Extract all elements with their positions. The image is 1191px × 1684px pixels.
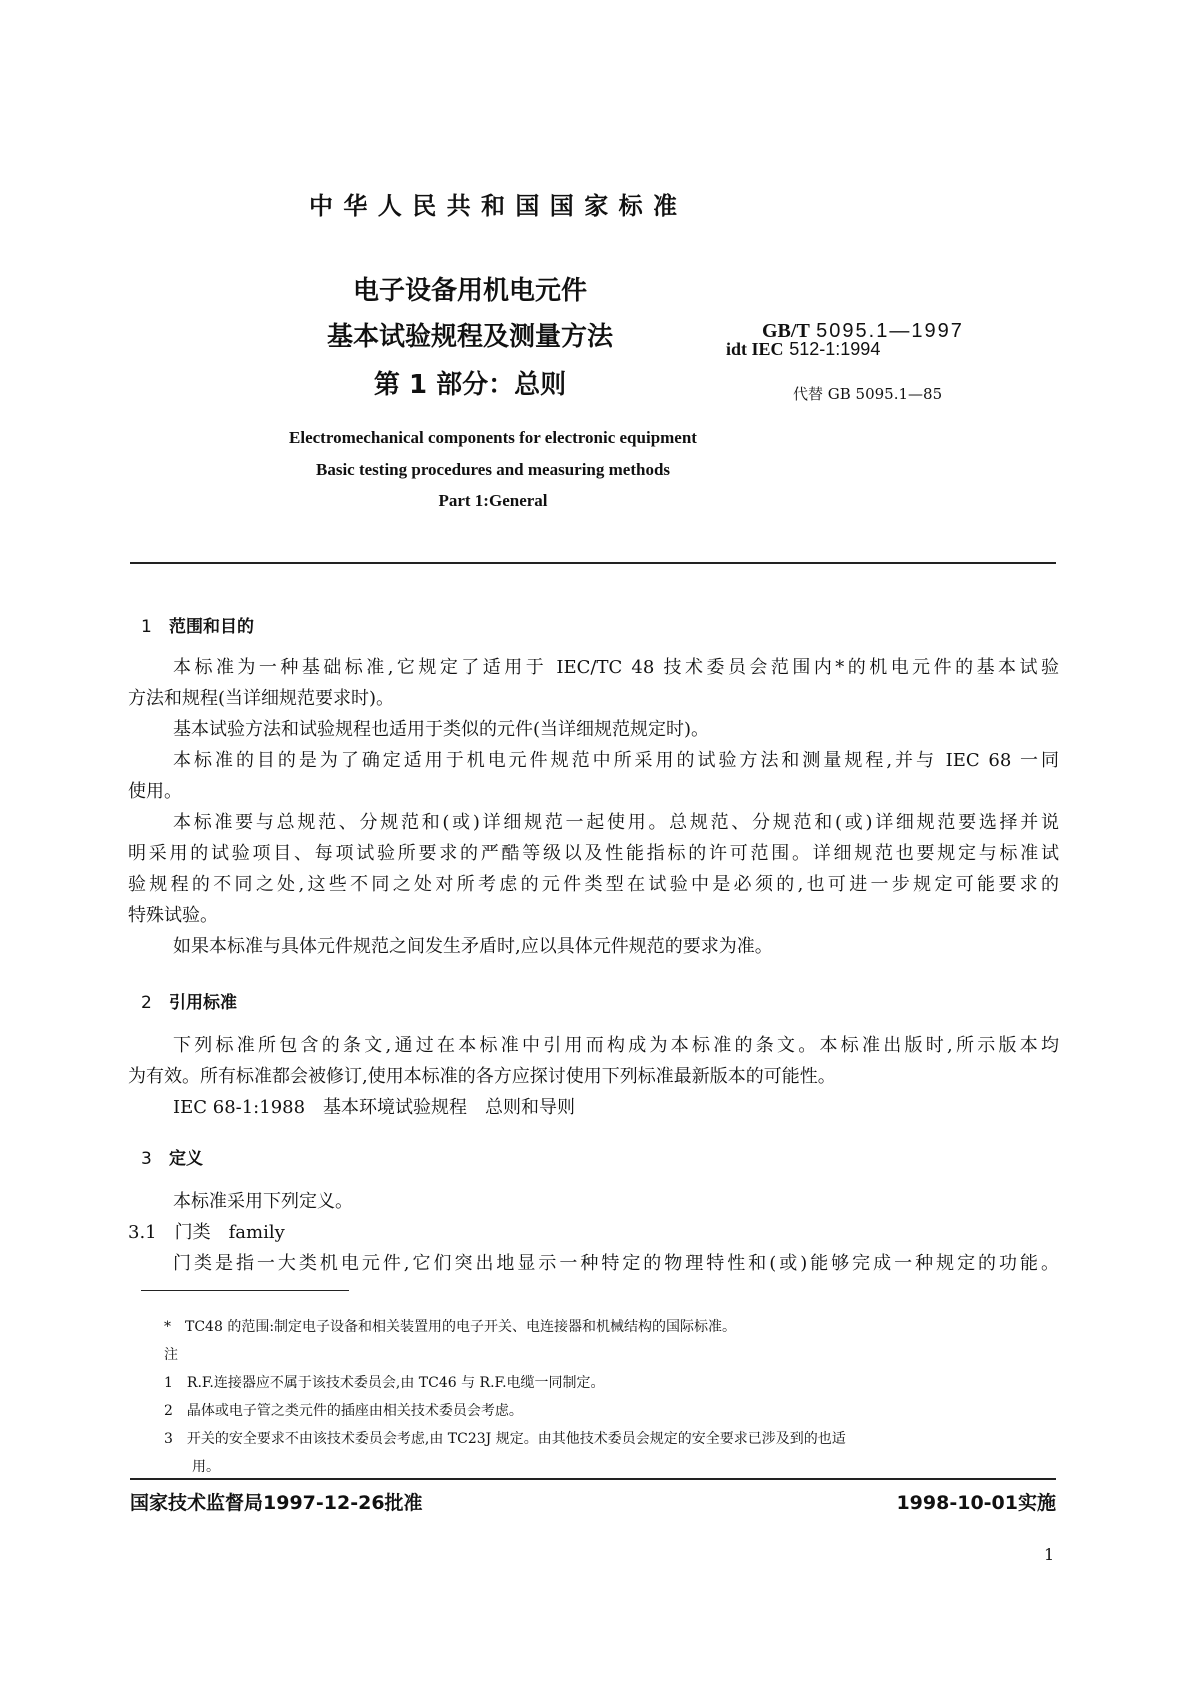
english-title-3: Part 1:General <box>438 491 548 510</box>
nation-standard-heading: 中华人民共和国国家标准 <box>309 192 677 220</box>
section-3-heading <box>141 1144 203 1169</box>
text-line: 本标准要与总规范、分规范和(或)详细规范一起使用。总规范、分规范和(或)详细规范要选择并说 <box>173 812 1059 833</box>
footnote-line: 3 开关的安全要求不由该技术委员会考虑,由 TC23J 规定。由其他技术委员会规定的安全要求已涉及到的也适 <box>164 1431 846 1447</box>
footnote-rule <box>141 1290 349 1291</box>
idt-prefix: idt IEC <box>726 339 784 359</box>
text-line: 本标准采用下列定义。 <box>173 1191 353 1212</box>
footnotes <box>164 1313 1059 1481</box>
footnote-line: * TC48 的范围:制定电子设备和相关装置用的电子开关、电连接器和机械结构的国际标准。 <box>164 1319 737 1335</box>
footnote-line: 注 <box>164 1347 178 1363</box>
section-1-heading <box>141 612 254 637</box>
section-2-body <box>128 1030 1059 1123</box>
text-line: 3.1 门类 family <box>128 1222 285 1243</box>
text-line: 方法和规程(当详细规范要求时)。 <box>128 688 395 709</box>
text-line: 为有效。所有标准都会被修订,使用本标准的各方应探讨使用下列标准最新版本的可能性。 <box>128 1066 836 1087</box>
text-line: 基本试验方法和试验规程也适用于类似的元件(当详细规范规定时)。 <box>173 719 710 740</box>
text-line: IEC 68-1:1988 基本环境试验规程 总则和导则 <box>173 1097 576 1118</box>
section-title: 范围和目的 <box>169 617 254 637</box>
idt-number: 512-1:1994 <box>789 339 881 359</box>
section-1-body <box>128 652 1059 962</box>
text-line: 如果本标准与具体元件规范之间发生矛盾时,应以具体元件规范的要求为准。 <box>173 936 773 957</box>
section-3-body <box>128 1186 1059 1279</box>
title-line-3: 第 1 部分：总则 <box>373 370 567 400</box>
section-title: 定义 <box>169 1149 203 1169</box>
text-line: 特殊试验。 <box>128 905 218 926</box>
std-prefix: GB/T <box>762 320 810 342</box>
approval-date: 国家技术监督局1997-12-26批准 <box>130 1492 423 1514</box>
section-title: 引用标准 <box>169 993 237 1013</box>
text-line: 明采用的试验项目、每项试验所要求的严酷等级以及性能指标的许可范围。详细规范也要规定与标准试 <box>128 843 1059 864</box>
page-number: 1 <box>1044 1545 1055 1564</box>
std-number: 5095.1—1997 <box>816 320 964 342</box>
text-line: 验规程的不同之处,这些不同之处对所考虑的元件类型在试验中是必须的,也可进一步规定可能要求的 <box>128 874 1059 895</box>
footnote-line: 1 R.F.连接器应不属于该技术委员会,由 TC46 与 R.F.电缆一同制定。 <box>164 1375 605 1391</box>
header-rule <box>130 562 1056 564</box>
text-line: 门类是指一大类机电元件,它们突出地显示一种特定的物理特性和(或)能够完成一种规定的功能。 <box>173 1253 1059 1274</box>
english-title-2: Basic testing procedures and measuring methods <box>315 460 671 479</box>
title-line-2: 基本试验规程及测量方法 <box>326 322 613 352</box>
text-line: 使用。 <box>128 781 182 802</box>
footnote-line: 2 晶体或电子管之类元件的插座由相关技术委员会考虑。 <box>164 1403 523 1419</box>
replaces-standard: 代替 GB 5095.1—85 <box>793 385 943 403</box>
effective-date: 1998-10-01实施 <box>896 1492 1056 1514</box>
section-number: 1 <box>141 617 152 637</box>
footer-rule <box>130 1478 1056 1480</box>
section-number: 2 <box>141 993 152 1013</box>
text-line: 本标准的目的是为了确定适用于机电元件规范中所采用的试验方法和测量规程,并与 IEC 68 一同 <box>173 750 1059 771</box>
text-line: 下列标准所包含的条文,通过在本标准中引用而构成为本标准的条文。本标准出版时,所示版本均 <box>173 1035 1059 1056</box>
section-number: 3 <box>141 1149 152 1169</box>
footnote-line: 用。 <box>164 1459 220 1475</box>
text-line: 本标准为一种基础标准,它规定了适用于 IEC/TC 48 技术委员会范围内*的机电元件的基本试验 <box>173 657 1059 678</box>
title-line-1: 电子设备用机电元件 <box>352 276 587 306</box>
idt-standard <box>726 339 880 360</box>
section-2-heading <box>141 988 237 1013</box>
english-title-1: Electromechanical components for electronic equipment <box>289 428 697 447</box>
